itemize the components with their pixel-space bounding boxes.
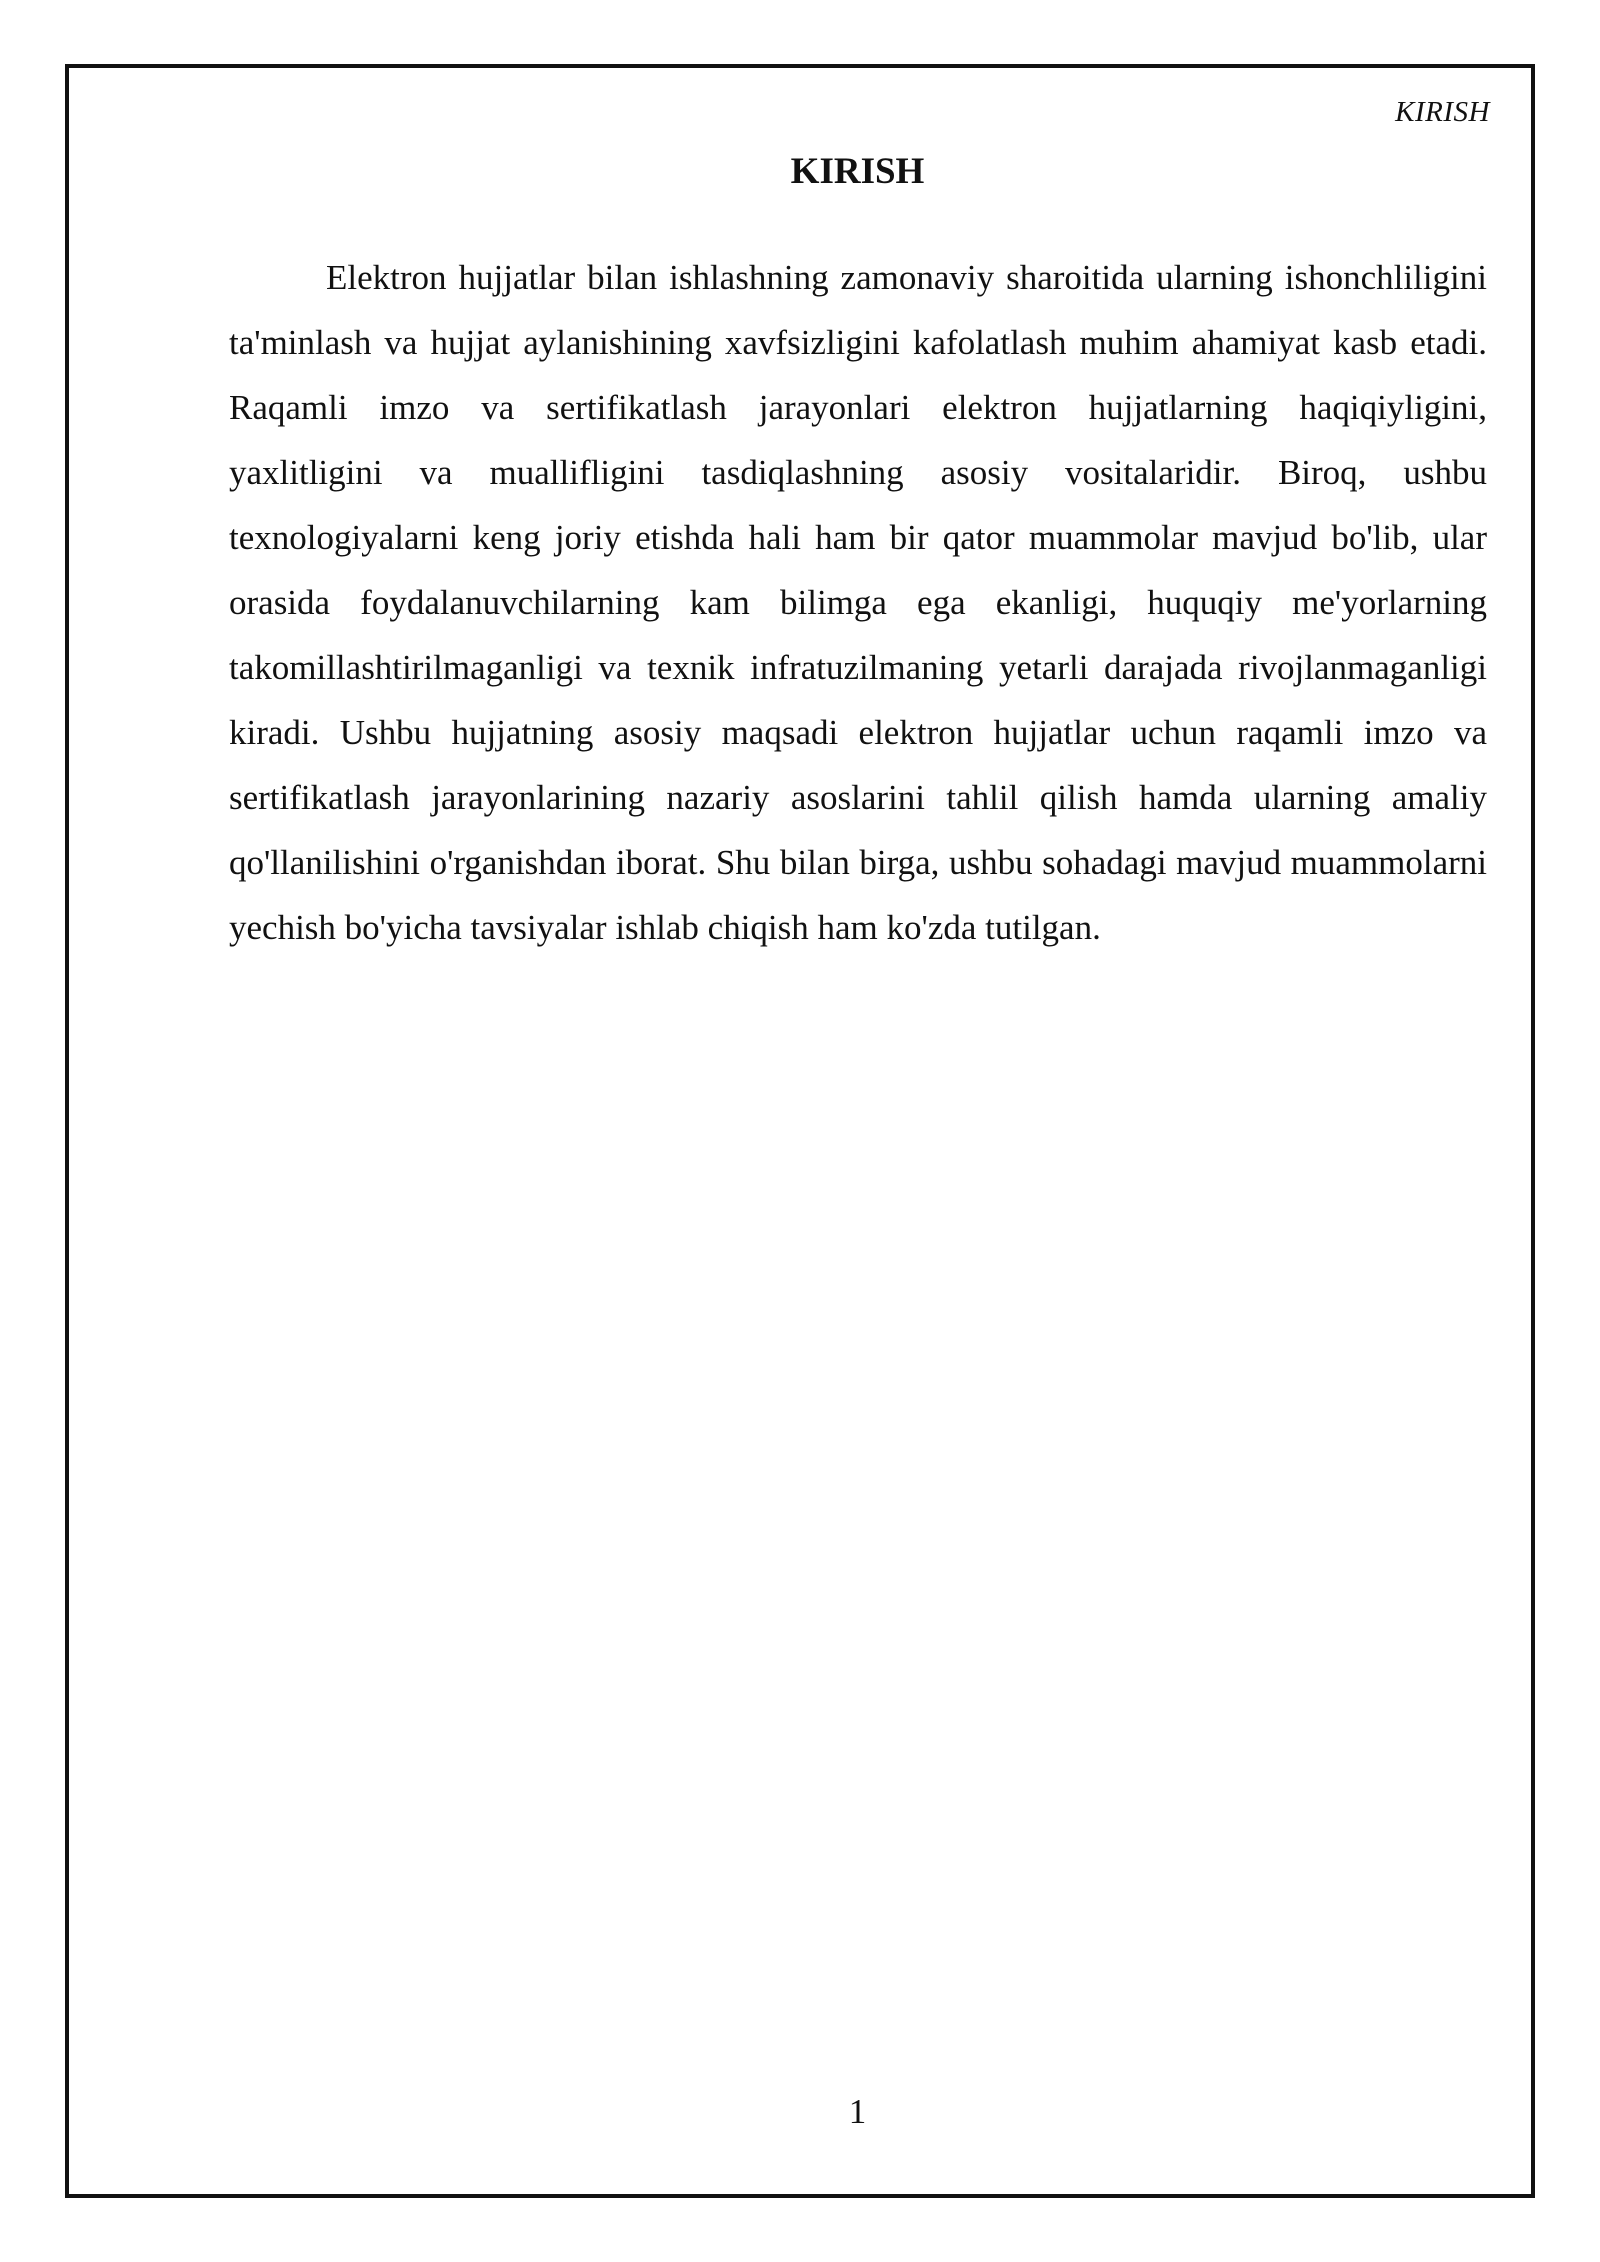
page-title: KIRISH bbox=[790, 151, 925, 192]
running-header: KIRISH bbox=[1395, 96, 1490, 128]
page-number: 1 bbox=[848, 2092, 867, 2131]
body-paragraph: Elektron hujjatlar bilan ishlashning zamonaviy sharoitida ularning ishonchliligini ta'minlash va hujjat aylanishining xavfsizligini kafolatlash muhim ahamiyat kasb etadi. Raqamli imzo va sertifikatlash jarayonlari elektron hujjatlarning haqiqiyligini, yaxlitligini va muallifligini tasdiqlashning asosiy vositalaridir. Biroq, ushbu texnologiyalarni keng joriy etishda hali ham bir qator muammolar mavjud bo'lib, ular orasida foydalanuvchilarning kam bilimga ega ekanligi, huquqiy me'yorlarning takomillashtirilmaganligi va texnik infratuzilmaning yetarli darajada rivojlanmaganligi kiradi. Ushbu hujjatning asosiy maqsadi elektron hujjatlar uchun raqamli imzo va sertifikatlash jarayonlarining nazariy asoslarini tahlil qilish hamda ularning amaliy qo'llanilishini o'rganishdan iborat. Shu bilan birga, ushbu sohadagi mavjud muammolarni yechish bo'yicha tavsiyalar ishlab chiqish ham ko'zda tutilgan. bbox=[229, 258, 1487, 947]
